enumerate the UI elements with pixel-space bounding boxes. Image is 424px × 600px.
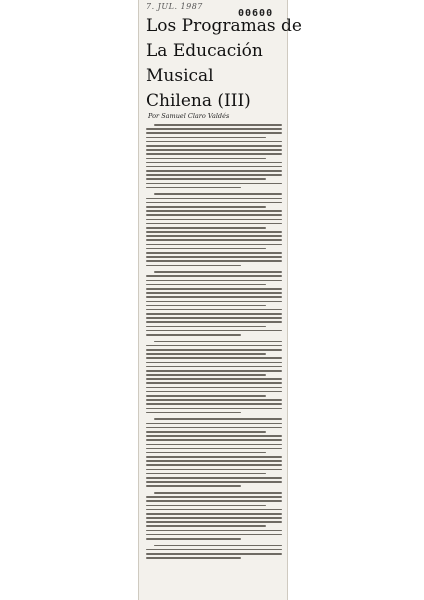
text-line xyxy=(146,382,282,384)
text-line xyxy=(146,170,282,172)
text-line xyxy=(154,492,282,494)
text-line xyxy=(146,473,266,475)
text-line xyxy=(146,460,282,462)
text-line xyxy=(146,223,282,225)
body-paragraph xyxy=(146,492,282,540)
text-line xyxy=(146,412,241,414)
text-line xyxy=(146,349,282,351)
text-line xyxy=(146,452,266,454)
text-line xyxy=(154,418,282,420)
text-line xyxy=(146,534,282,536)
text-line xyxy=(146,477,282,479)
body-paragraph xyxy=(146,124,282,188)
text-line xyxy=(146,317,282,319)
text-line xyxy=(146,256,282,258)
text-line xyxy=(146,202,282,204)
text-line xyxy=(146,370,282,372)
body-paragraph xyxy=(146,341,282,414)
text-line xyxy=(146,513,282,515)
text-line xyxy=(146,275,282,277)
text-line xyxy=(146,145,282,147)
text-line xyxy=(146,345,282,347)
article-byline: Por Samuel Claro Valdés xyxy=(148,112,230,120)
text-line xyxy=(146,408,282,410)
text-line xyxy=(146,435,282,437)
text-line xyxy=(146,128,282,130)
text-line xyxy=(146,227,266,229)
text-line xyxy=(146,444,282,446)
text-line xyxy=(146,158,266,160)
text-line xyxy=(146,265,241,267)
text-line xyxy=(146,353,266,355)
text-line xyxy=(146,178,266,180)
text-line xyxy=(146,305,266,307)
article-body-illegible xyxy=(146,124,282,598)
text-line xyxy=(146,137,266,139)
text-line xyxy=(146,456,282,458)
text-line xyxy=(146,427,282,429)
text-line xyxy=(146,244,282,246)
text-line xyxy=(146,153,282,155)
text-line xyxy=(146,149,282,151)
text-line xyxy=(146,553,282,555)
title-line: Chilena (III) xyxy=(146,91,251,111)
text-line xyxy=(146,500,282,502)
text-line xyxy=(146,399,282,401)
text-line xyxy=(146,366,282,368)
text-line xyxy=(146,391,282,393)
article-title xyxy=(146,14,302,114)
text-line xyxy=(146,210,282,212)
text-line xyxy=(146,174,282,176)
text-line xyxy=(146,525,266,527)
text-line xyxy=(146,469,282,471)
text-line xyxy=(146,517,282,519)
text-line xyxy=(146,431,266,433)
body-paragraph xyxy=(146,418,282,487)
text-line xyxy=(146,485,241,487)
text-line xyxy=(146,166,282,168)
text-line xyxy=(146,357,282,359)
text-line xyxy=(146,309,282,311)
text-line xyxy=(146,321,282,323)
text-line xyxy=(146,326,266,328)
text-line xyxy=(146,206,266,208)
handwritten-date: 7. JUL. 1987 xyxy=(146,2,203,11)
text-line xyxy=(146,505,266,507)
text-line xyxy=(146,239,282,241)
body-paragraph xyxy=(146,545,282,559)
text-line xyxy=(146,362,282,364)
text-line xyxy=(146,313,282,315)
text-line xyxy=(146,448,282,450)
text-line xyxy=(146,260,282,262)
text-line xyxy=(146,183,282,185)
text-line xyxy=(146,330,282,332)
body-paragraph xyxy=(146,271,282,335)
text-line xyxy=(146,214,282,216)
text-line xyxy=(146,530,282,532)
title-line: Los Programas de xyxy=(146,16,302,36)
text-line xyxy=(146,334,241,336)
text-line xyxy=(154,124,282,126)
text-line xyxy=(146,538,241,540)
text-line xyxy=(146,187,241,189)
text-line xyxy=(146,509,282,511)
text-line xyxy=(146,292,282,294)
archive-stamp-number: 00600 xyxy=(238,8,274,19)
text-line xyxy=(146,423,282,425)
text-line xyxy=(146,231,282,233)
text-line xyxy=(146,235,282,237)
body-paragraph xyxy=(146,193,282,266)
text-line xyxy=(154,545,282,547)
text-line xyxy=(146,496,282,498)
title-line: La Educación xyxy=(146,41,263,61)
text-line xyxy=(146,403,282,405)
text-line xyxy=(146,549,282,551)
text-line xyxy=(146,284,266,286)
title-line: Musical xyxy=(146,66,214,86)
text-line xyxy=(146,252,282,254)
text-line xyxy=(146,481,282,483)
text-line xyxy=(146,521,282,523)
text-line xyxy=(146,141,282,143)
text-line xyxy=(146,288,282,290)
text-line xyxy=(146,374,266,376)
text-line xyxy=(146,280,282,282)
text-line xyxy=(146,387,282,389)
text-line xyxy=(146,162,282,164)
text-line xyxy=(146,395,266,397)
text-line xyxy=(146,378,282,380)
text-line xyxy=(146,248,266,250)
text-line xyxy=(146,296,282,298)
text-line xyxy=(146,301,282,303)
text-line xyxy=(154,271,282,273)
text-line xyxy=(146,464,282,466)
text-line xyxy=(146,132,282,134)
text-line xyxy=(146,439,282,441)
text-line xyxy=(146,198,282,200)
text-line xyxy=(154,193,282,195)
text-line xyxy=(154,341,282,343)
text-line xyxy=(146,557,241,559)
text-line xyxy=(146,219,282,221)
